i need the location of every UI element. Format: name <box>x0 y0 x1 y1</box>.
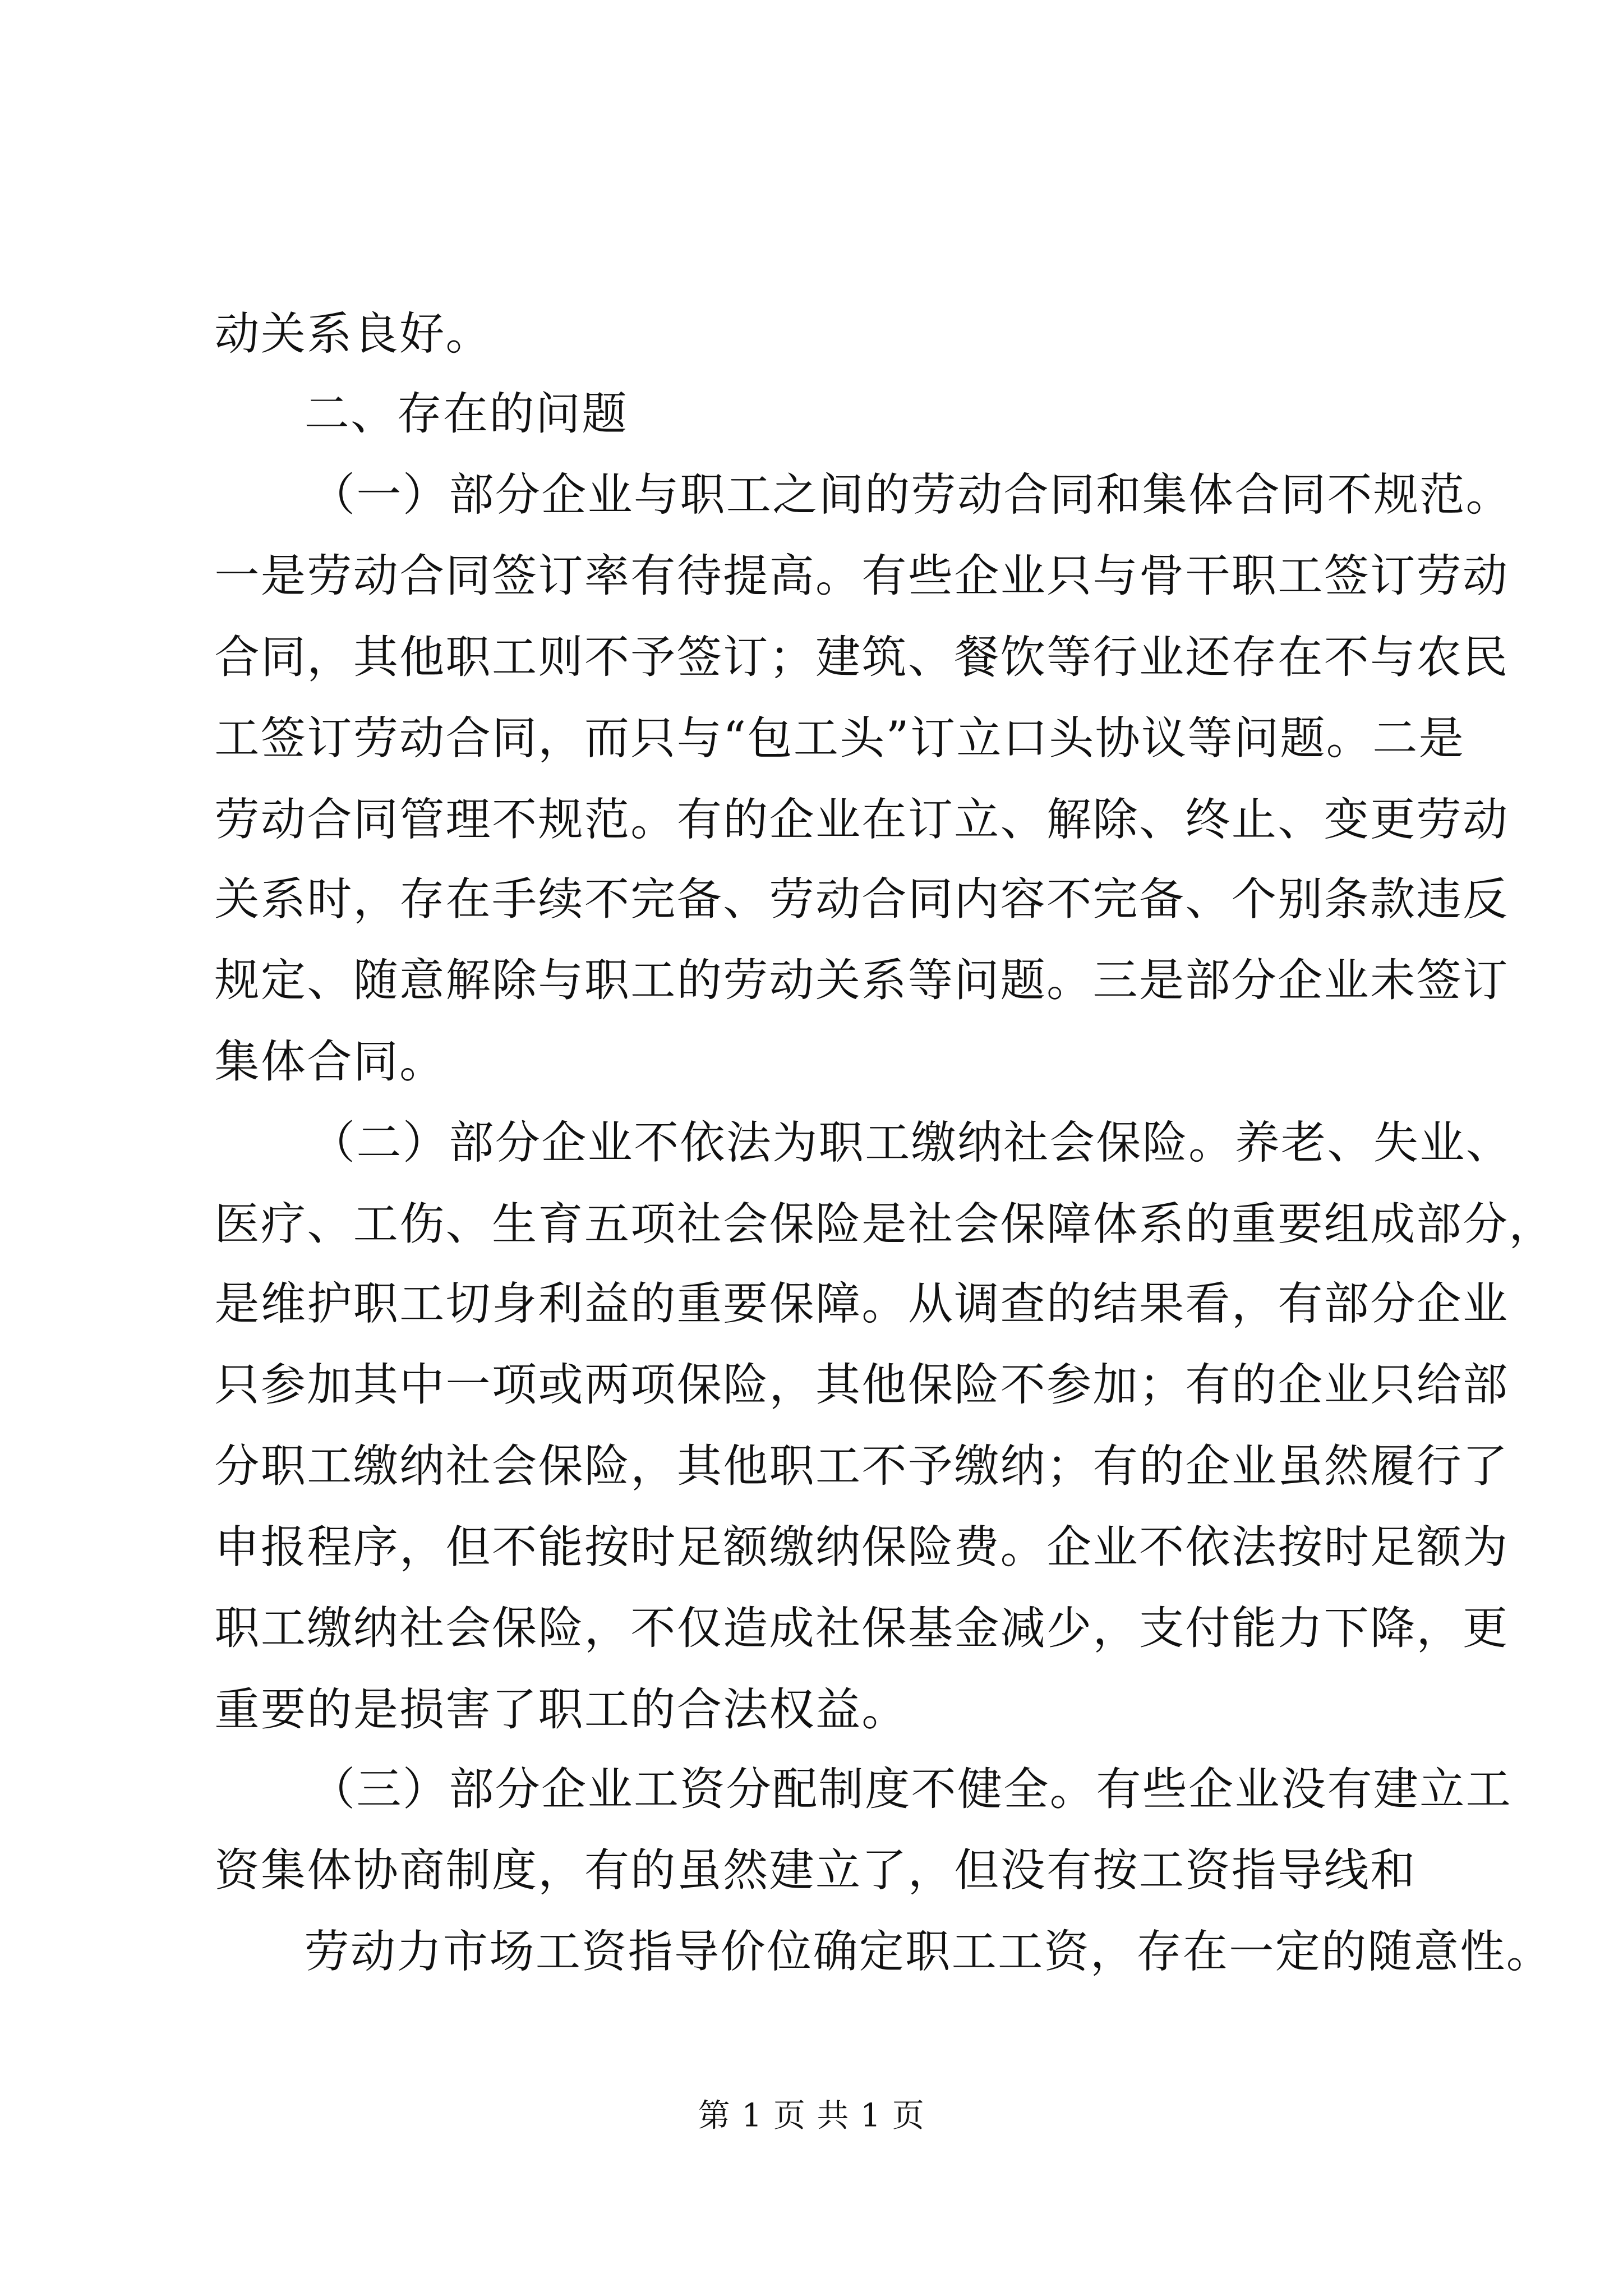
subsection-heading-3: （三）部分企业工资分配制度不健全。有些企业没有建立工 <box>310 1764 1513 1816</box>
text-line-21: 劳动力市场工资指导价位确定职工工资，存在一定的随意性。 <box>304 1926 1553 1979</box>
subsection-heading-2: （二）部分企业不依法为职工缴纳社会保险。养老、失业、 <box>310 1117 1513 1170</box>
text-line-4: 一是劳动合同签订率有待提高。有些企业只与骨干职工签订劳动 <box>214 550 1509 603</box>
text-line-18: 重要的是损害了职工的合法权益。 <box>214 1684 908 1737</box>
text-line-8: 关系时，存在手续不完备、劳动合同内容不完备、个别条款违反 <box>214 874 1509 927</box>
text-line-1: 动关系良好。 <box>214 309 492 361</box>
section-heading-problems: 二、存在的问题 <box>304 388 628 441</box>
text-line-7: 劳动合同管理不规范。有的企业在订立、解除、终止、变更劳动 <box>214 794 1509 847</box>
text-line-20: 资集体协商制度，有的虽然建立了，但没有按工资指导线和 <box>214 1845 1417 1898</box>
subsection-heading-1: （一）部分企业与职工之间的劳动合同和集体合同不规范。 <box>310 470 1513 522</box>
text-line-14: 只参加其中一项或两项保险，其他保险不参加；有的企业只给部 <box>214 1359 1509 1412</box>
text-line-17: 职工缴纳社会保险，不仅造成社保基金减少，支付能力下降，更 <box>214 1603 1509 1655</box>
text-line-9: 规定、随意解除与职工的劳动关系等问题。三是部分企业未签订 <box>214 955 1509 1007</box>
text-line-6: 工签订劳动合同，而只与“包工头”订立口头协议等问题。二是 <box>214 713 1465 766</box>
text-line-13: 是维护职工切身利益的重要保障。从调查的结果看，有部分企业 <box>214 1278 1509 1331</box>
text-line-10: 集体合同。 <box>214 1036 446 1089</box>
text-line-5: 合同，其他职工则不予签订；建筑、餐饮等行业还存在不与农民 <box>214 632 1509 684</box>
page-number-footer: 第 1 页 共 1 页 <box>698 2099 925 2136</box>
text-line-15: 分职工缴纳社会保险，其他职工不予缴纳；有的企业虽然履行了 <box>214 1441 1509 1493</box>
text-line-16: 申报程序，但不能按时足额缴纳保险费。企业不依法按时足额为 <box>214 1522 1509 1575</box>
text-line-12: 医疗、工伤、生育五项社会保险是社会保障体系的重要组成部分， <box>214 1198 1555 1251</box>
